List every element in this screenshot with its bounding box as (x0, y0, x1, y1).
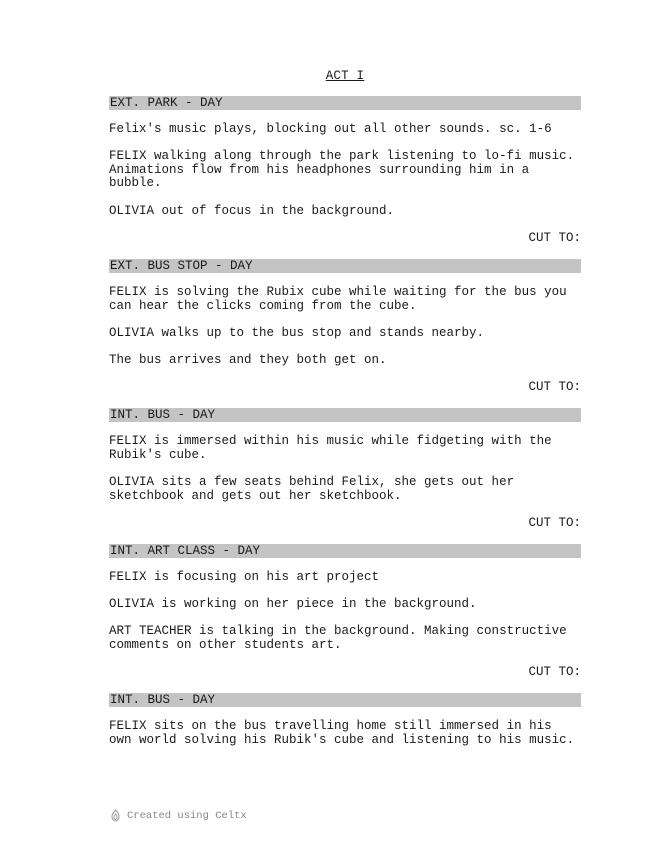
act-title: ACT I (325, 69, 365, 83)
scene-heading: INT. BUS - DAY (109, 693, 581, 707)
action-line: ART TEACHER is talking in the background. Making constructive comments on other students art. (109, 624, 575, 652)
scene (109, 96, 581, 245)
scene-heading: EXT. BUS STOP - DAY (109, 259, 581, 273)
transition: CUT TO: (528, 515, 581, 530)
action-line: FELIX walking along through the park listening to lo-fi music. Animations flow from his headphones surrounding him in a bubble. (109, 149, 582, 191)
scene (109, 544, 581, 680)
screenplay-page (109, 68, 581, 761)
scene (109, 259, 581, 395)
action-line: The bus arrives and they both get on. (109, 352, 387, 367)
action-line: FELIX is immersed within his music while fidgeting with the Rubik's cube. (109, 434, 560, 462)
transition: CUT TO: (528, 380, 581, 395)
scene-heading: EXT. PARK - DAY (109, 96, 581, 110)
transition: CUT TO: (528, 665, 581, 680)
action-line: OLIVIA walks up to the bus stop and stands nearby. (109, 325, 485, 340)
action-line: OLIVIA out of focus in the background. (109, 203, 395, 218)
action-line: FELIX sits on the bus travelling home still immersed in his own world solving his Rubik's cube and listening to his music. (109, 719, 575, 747)
celtx-logo-icon (110, 809, 121, 822)
scene (109, 408, 581, 530)
transition: CUT TO: (528, 230, 581, 245)
action-line: FELIX is solving the Rubix cube while waiting for the bus you can hear the clicks coming from the cube. (109, 284, 575, 313)
footer-text: Created using Celtx (127, 809, 247, 822)
action-line: OLIVIA sits a few seats behind Felix, she gets out her sketchbook and gets out her sketchbook. (109, 475, 522, 503)
action-line: FELIX is focusing on his art project (109, 570, 380, 585)
scene (109, 693, 581, 747)
action-line: Felix's music plays, blocking out all other sounds. sc. 1-6 (109, 122, 552, 136)
footer (110, 809, 247, 822)
scene-heading: INT. BUS - DAY (109, 408, 581, 422)
action-line: OLIVIA is working on her piece in the background. (109, 597, 477, 612)
scene-heading: INT. ART CLASS - DAY (109, 544, 581, 558)
